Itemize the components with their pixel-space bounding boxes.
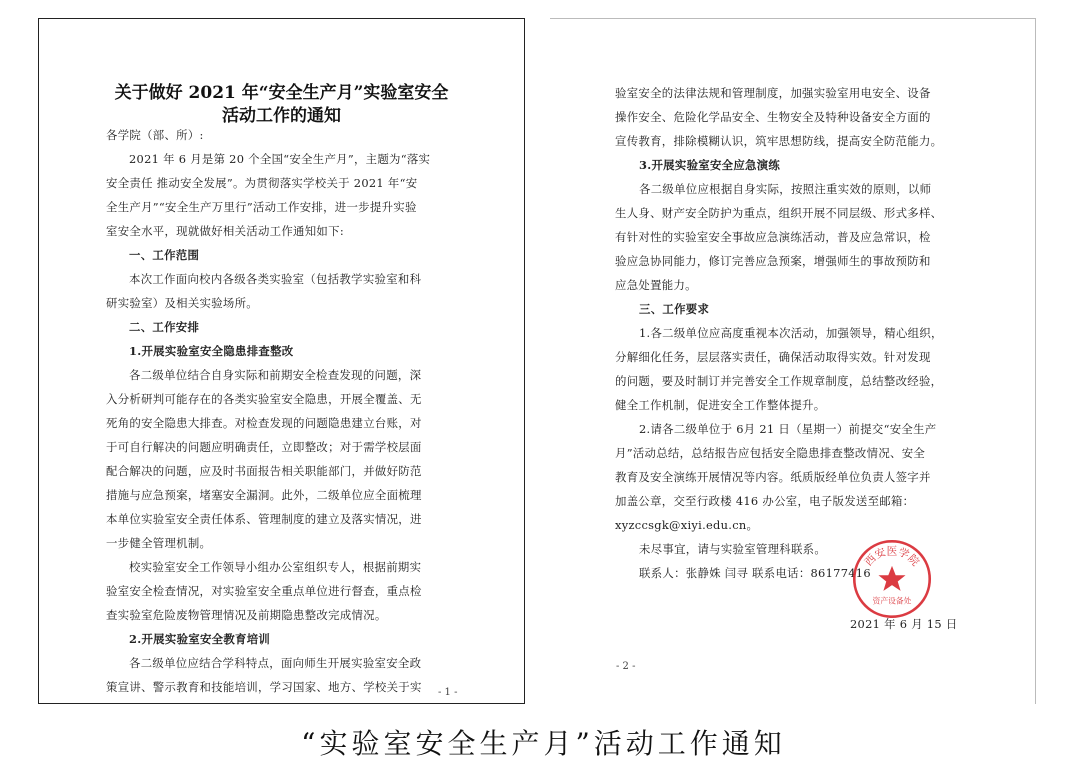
contact-line: 联系人：张静姝 闫寻 联系电话：86177416 <box>639 566 871 580</box>
text-line: 应急处置能力。 <box>615 278 697 292</box>
text-line: 入分析研判可能存在的各类实验室安全隐患，开展全覆盖、无 <box>106 392 422 406</box>
text-line: 2021 年 6 月是第 20 个全国“安全生产月”，主题为“落实 <box>129 152 431 166</box>
text-line: 本次工作面向校内各级各类实验室（包括教学实验室和科 <box>129 272 422 286</box>
seal-text-top: 西安医学院 <box>861 544 923 569</box>
text-line: 本单位实验室安全责任体系、管理制度的建立及落实情况，进 <box>106 512 422 526</box>
text-line: 各二级单位应结合学科特点，面向师生开展实验室安全政 <box>129 656 422 670</box>
text-line: 生人身、财产安全防护为重点，组织开展不同层级、形式多样、 <box>615 206 943 220</box>
text-line: 配合解决的问题，应及时书面报告相关职能部门，并做好防范 <box>106 464 422 478</box>
text-line: 全生产月”“安全生产万里行”活动工作安排，进一步提升实验 <box>106 200 417 214</box>
image-caption: “实验室安全生产月”活动工作通知 <box>301 727 786 760</box>
text-line: 教育及安全演练开展情况等内容。纸质版经单位负责人签字并 <box>615 470 931 484</box>
text-line: 验室安全检查情况，对实验室安全重点单位进行督查，重点检 <box>106 584 422 598</box>
text-line: 于可自行解决的问题应明确责任，立即整改；对于需学校层面 <box>106 440 422 454</box>
text-line: 策宣讲、警示教育和技能培训，学习国家、地方、学校关于实 <box>106 680 422 694</box>
text-line: 1.各二级单位应高度重视本次活动，加强领导，精心组织， <box>639 326 943 340</box>
text-line: 宣传教育，排除模糊认识，筑牢思想防线，提高安全防范能力。 <box>615 134 943 148</box>
text-line: 有针对性的实验室安全事故应急演练活动，普及应急常识，检 <box>615 230 931 244</box>
text-line: 各二级单位结合自身实际和前期安全检查发现的问题，深 <box>129 368 422 382</box>
text-line: 校实验室安全工作领导小组办公室组织专人，根据前期实 <box>129 560 422 574</box>
official-seal-stamp <box>851 538 933 620</box>
text-line: 措施与应急预案，堵塞安全漏洞。此外，二级单位应全面梳理 <box>106 488 422 502</box>
text-line: 分解细化任务，层层落实责任，确保活动取得实效。针对发现 <box>615 350 931 364</box>
notice-title-line-1: 关于做好 2021 年“安全生产月”实验室安全 <box>114 83 449 103</box>
page-number: - 2 - <box>616 661 636 672</box>
text-line: 的问题，要及时制订并完善安全工作规章制度，总结整改经验， <box>615 374 943 388</box>
text-line: 操作安全、危险化学品安全、生物安全及特种设备安全方面的 <box>615 110 931 124</box>
section-heading: 一、工作范围 <box>129 248 200 262</box>
section-heading: 二、工作安排 <box>129 320 200 334</box>
subsection-heading: 1.开展实验室安全隐患排查整改 <box>129 344 294 358</box>
text-line: 健全工作机制，促进安全工作整体提升。 <box>615 398 826 412</box>
text-line: 2.请各二级单位于 6月 21 日（星期一）前提交“安全生产 <box>639 422 937 436</box>
text-line: 查实验室危险废物管理情况及前期隐患整改完成情况。 <box>106 608 387 622</box>
subsection-heading: 3.开展实验室安全应急演练 <box>639 158 781 172</box>
text-line: 研实验室）及相关实验场所。 <box>106 296 258 310</box>
seal-text-bottom: 资产设备处 <box>872 596 912 606</box>
text-line: 加盖公章，交至行政楼 416 办公室，电子版发送至邮箱： <box>615 494 915 508</box>
email-address: xyzccsgk@xiyi.edu.cn。 <box>615 518 759 532</box>
text-line: 一步健全管理机制。 <box>106 536 212 550</box>
document-page-1 <box>38 18 525 704</box>
text-line: 各学院（部、所）: <box>106 128 204 142</box>
text-line: 各二级单位应根据自身实际，按照注重实效的原则，以师 <box>639 182 932 196</box>
text-line: 月”活动总结，总结报告应包括安全隐患排查整改情况、安全 <box>615 446 926 460</box>
section-heading: 三、工作要求 <box>639 302 710 316</box>
text-line: 安全责任 推动安全发展”。为贯彻落实学校关于 2021 年“安 <box>106 176 418 190</box>
document-page-2 <box>550 18 1036 704</box>
seal-star-icon <box>878 566 905 591</box>
text-line: 验室安全的法律法规和管理制度，加强实验室用电安全、设备 <box>615 86 931 100</box>
text-line: 验应急协同能力，修订完善应急预案，增强师生的事故预防和 <box>615 254 931 268</box>
subsection-heading: 2.开展实验室安全教育培训 <box>129 632 271 646</box>
text-line: 未尽事宜，请与实验室管理科联系。 <box>639 542 827 556</box>
notice-title-line-2: 活动工作的通知 <box>222 106 341 126</box>
page-number: - 1 - <box>438 687 458 698</box>
text-line: 室安全水平，现就做好相关活动工作通知如下: <box>106 224 344 238</box>
document-date: 2021 年 6 月 15 日 <box>850 617 958 631</box>
text-line: 死角的安全隐患大排查。对检查发现的问题隐患建立台账，对 <box>106 416 422 430</box>
